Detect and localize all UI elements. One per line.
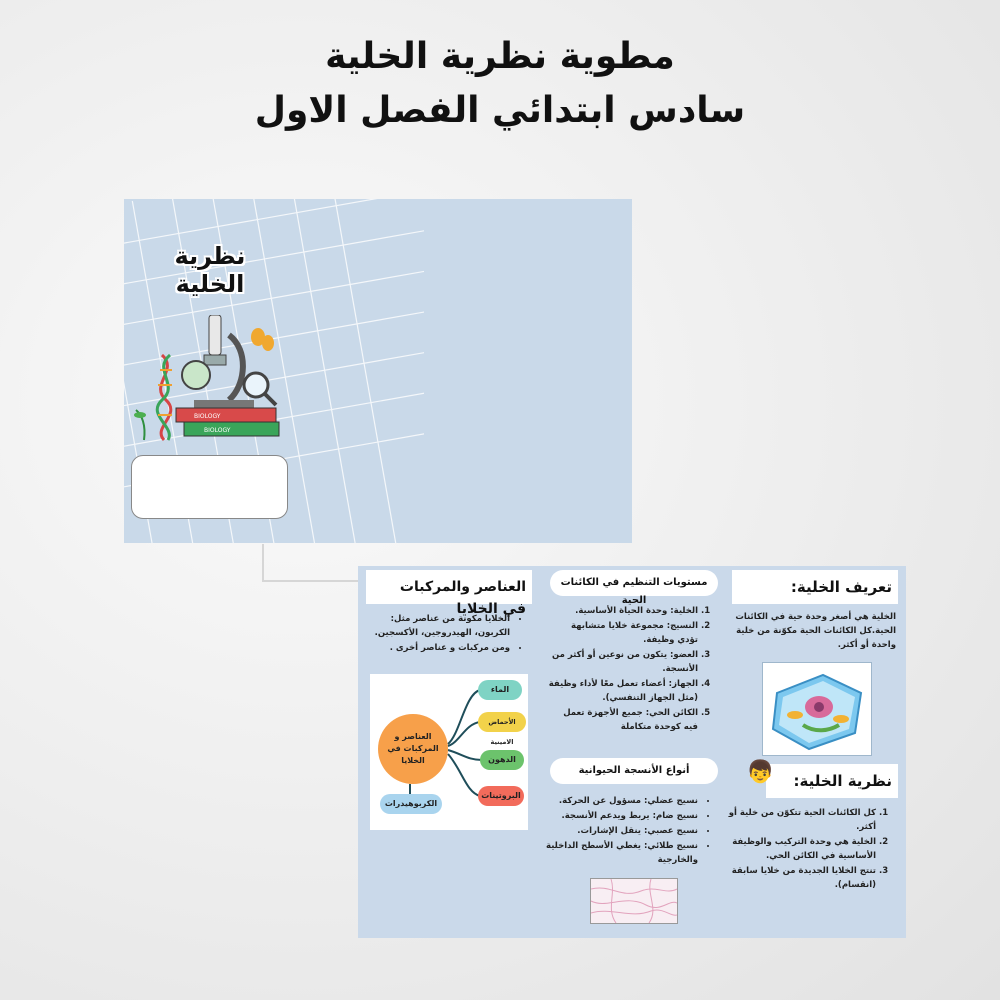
elements-heading: العناصر والمركبات في الخلايا (366, 570, 532, 604)
book-label-2: BIOLOGY (204, 427, 231, 434)
levels-list (544, 604, 724, 734)
column-definition (728, 566, 906, 938)
student-icon: 👦 (746, 760, 774, 785)
column-levels (544, 566, 724, 938)
mindmap-node-fats: الدهون (480, 750, 524, 770)
inside-card (358, 566, 906, 938)
cover-card (124, 199, 632, 543)
definition-text: الخلية هي أصغر وحدة حية في الكائنات الحية.كل الكائنات الحية مكوّنة من خلية واحدة أو أكثر. (735, 612, 896, 650)
elements-item: • الخلايا مكونة من عناصر مثل: الكربون، الهيدروجين، الأكسجين. (362, 612, 510, 640)
definition-heading: تعريف الخلية: (732, 570, 898, 604)
mindmap-node-water: الماء (478, 680, 522, 700)
mindmap-node-carbohydrates: الكربوهيدرات (380, 794, 442, 814)
levels-item: 2. النسيج: مجموعة خلايا متشابهة تؤدي وظيفة. (548, 619, 698, 647)
tissues-list (518, 794, 724, 868)
science-illustration (134, 315, 284, 445)
mindmap-center: العناصر و المركبات في الخلايا (378, 714, 448, 784)
theory-item: 3. تنتج الخلايا الجديدة من خلايا سابقة (انقسام). (710, 864, 876, 892)
theory-list (706, 806, 902, 893)
levels-item: 4. الجهاز: أعضاء تعمل معًا لأداء وظيفة (مثل الجهاز التنفسي). (548, 677, 698, 705)
tissues-item: • نسيج طلائي: يغطي الأسطح الداخلية والخارجية (522, 839, 698, 867)
theory-heading: نظرية الخلية: (766, 764, 898, 798)
elements-list (358, 612, 536, 655)
tissue-image (590, 878, 678, 924)
levels-item: 1. الخلية: وحدة الحياة الأساسية. (548, 604, 698, 618)
levels-item: 3. العضو: يتكون من نوعين أو أكثر من الأنسجة. (548, 648, 698, 676)
page-title-line-1: مطوية نظرية الخلية (325, 36, 675, 77)
levels-item: 5. الكائن الحي: جميع الأجهزة تعمل فيه كوحدة متكاملة (548, 706, 698, 734)
tissues-heading: أنواع الأنسجة الحيوانية (550, 758, 718, 784)
book-label-1: BIOLOGY (194, 413, 221, 420)
theory-item: 2. الخلية هي وحدة التركيب والوظيفة الأساسية في الكائن الحي. (710, 835, 876, 863)
theory-item: 1. كل الكائنات الحية تتكوّن من خلية أو أكثر. (710, 806, 876, 834)
column-elements (358, 566, 536, 938)
tissues-item: • نسيج عضلي: مسؤول عن الحركة. (522, 794, 698, 808)
page-title-line-2: سادس ابتدائي الفصل الاول (254, 90, 746, 131)
elements-item: • ومن مركبات و عناصر أخرى . (362, 641, 510, 655)
tissues-item: • نسيج ضام: يربط ويدعم الأنسجة. (522, 809, 698, 823)
mindmap-node-amino-acids: الأحماض الامينية (478, 712, 526, 732)
tissues-item: • نسيج عصبي: ينقل الإشارات. (522, 824, 698, 838)
mindmap-node-proteins: البروتينات (478, 786, 524, 806)
levels-heading: مستويات التنظيم في الكائنات الحية (550, 570, 718, 596)
connector-line (262, 544, 364, 582)
elements-mindmap (370, 674, 528, 830)
cover-title: نظرية الخلية (174, 242, 246, 298)
cell-image (762, 662, 872, 756)
name-field[interactable] (131, 455, 288, 519)
